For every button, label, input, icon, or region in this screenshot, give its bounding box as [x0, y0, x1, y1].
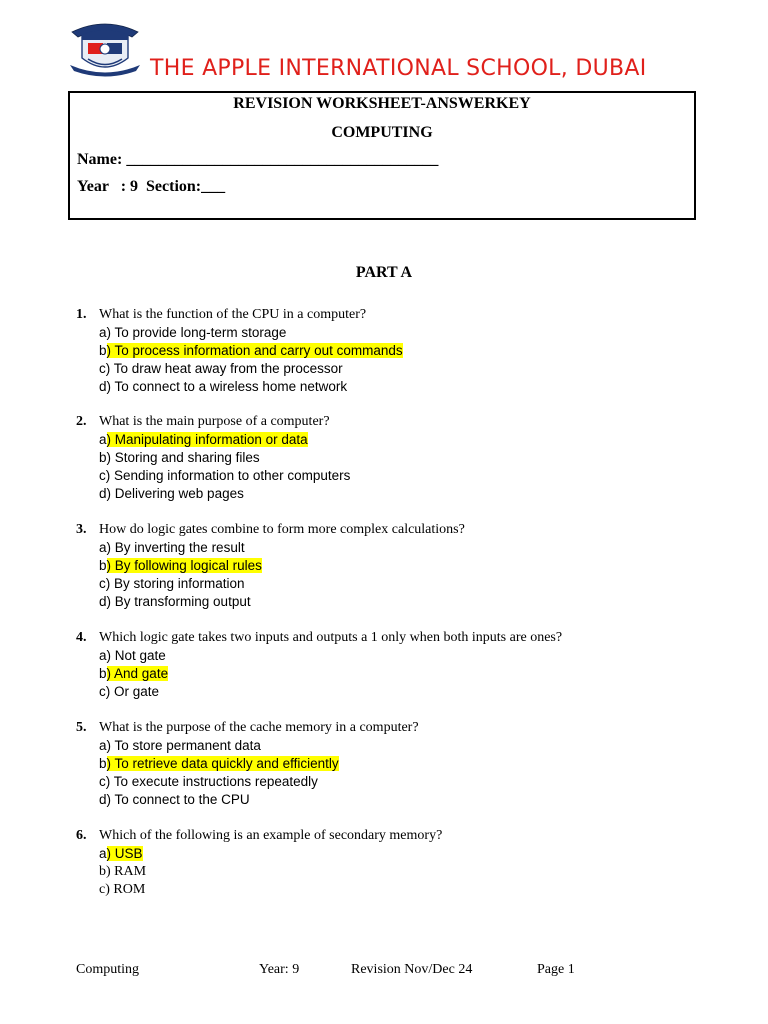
- option-letter: c: [99, 361, 106, 376]
- highlighted-answer: ) And gate: [106, 666, 169, 681]
- highlighted-answer: ) By following logical rules: [106, 558, 262, 573]
- footer-year: Year: 9: [259, 962, 300, 977]
- option-text-wrap: ) Delivering web pages: [106, 486, 244, 501]
- option-text: By storing information: [114, 576, 245, 591]
- option-letter: d: [99, 792, 107, 807]
- question-stem: [76, 413, 350, 431]
- answer-option: [76, 647, 562, 665]
- option-letter: b: [99, 450, 107, 465]
- question-item: [76, 629, 562, 701]
- option-text: To retrieve data quickly and efficiently: [114, 756, 339, 771]
- question-text: Which of the following is an example of secondary memory?: [99, 828, 443, 843]
- highlighted-answer: ) To retrieve data quickly and efficiently: [106, 756, 339, 771]
- answer-option: [76, 324, 403, 342]
- option-text-wrap: ) To execute instructions repeatedly: [105, 774, 318, 789]
- question-text: What is the main purpose of a computer?: [99, 414, 330, 429]
- option-text: To store permanent data: [114, 738, 261, 753]
- option-text: Not gate: [114, 648, 166, 663]
- option-text-wrap: ) By inverting the result: [106, 540, 245, 555]
- option-text: By following logical rules: [114, 558, 262, 573]
- option-letter: a: [99, 432, 107, 447]
- option-letter: a: [99, 648, 107, 663]
- option-letter: c: [99, 576, 106, 591]
- name-line: Name: _______________________________________: [77, 151, 439, 168]
- question-text: What is the function of the CPU in a computer?: [99, 307, 367, 322]
- answer-option-correct: [76, 342, 403, 360]
- option-text: To provide long-term storage: [114, 325, 287, 340]
- year-section-line: Year : 9 Section:___: [77, 178, 226, 195]
- option-text: USB: [114, 846, 143, 861]
- question-item: [76, 306, 403, 396]
- answer-option: [76, 791, 419, 809]
- option-text: And gate: [114, 666, 169, 681]
- option-text: To connect to a wireless home network: [114, 379, 348, 394]
- question-number: 5.: [76, 720, 87, 735]
- answer-option: [76, 378, 403, 396]
- answer-option: [76, 449, 350, 467]
- option-letter: b: [99, 756, 107, 771]
- subject-title: COMPUTING: [331, 124, 433, 141]
- answer-option: [76, 737, 419, 755]
- option-text: To process information and carry out commands: [114, 343, 403, 358]
- option-text-wrap: ) By transforming output: [106, 594, 251, 609]
- option-letter: d: [99, 594, 107, 609]
- question-text: What is the purpose of the cache memory in a computer?: [99, 720, 419, 735]
- question-stem: [76, 629, 562, 647]
- answer-option: [76, 467, 350, 485]
- option-text-wrap: ) To provide long-term storage: [106, 325, 287, 340]
- school-logo: [66, 18, 144, 78]
- option-letter: b: [99, 864, 106, 879]
- worksheet-title: REVISION WORKSHEET-ANSWERKEY: [233, 95, 531, 112]
- option-text: Sending information to other computers: [114, 468, 351, 483]
- option-letter: b: [99, 666, 107, 681]
- highlighted-answer: ) USB: [106, 846, 143, 861]
- school-name: THE APPLE INTERNATIONAL SCHOOL, DUBAI: [150, 56, 647, 81]
- answer-option: [76, 593, 465, 611]
- question-stem: [76, 719, 419, 737]
- option-text-wrap: ) To connect to the CPU: [106, 792, 250, 807]
- option-letter: a: [99, 738, 107, 753]
- answer-option-correct: [76, 845, 442, 863]
- option-letter: a: [99, 846, 107, 861]
- question-item: [76, 719, 419, 809]
- answer-option: [76, 683, 562, 701]
- answer-option: [76, 773, 419, 791]
- question-text: How do logic gates combine to form more complex calculations?: [99, 522, 465, 537]
- footer-page: Page 1: [537, 962, 575, 977]
- highlighted-answer: ) To process information and carry out commands: [106, 343, 403, 358]
- question-number: 6.: [76, 828, 87, 843]
- option-letter: c: [99, 774, 106, 789]
- option-letter: c: [99, 468, 106, 483]
- question-number: 3.: [76, 522, 87, 537]
- option-text: Or gate: [114, 684, 160, 699]
- option-text: By transforming output: [114, 594, 251, 609]
- option-letter: d: [99, 486, 107, 501]
- question-item: [76, 521, 465, 611]
- highlighted-answer: ) Manipulating information or data: [106, 432, 308, 447]
- answer-option: [76, 575, 465, 593]
- question-stem: [76, 521, 465, 539]
- answer-option: [76, 863, 442, 881]
- footer-revision: Revision Nov/Dec 24: [351, 962, 473, 977]
- answer-option: [76, 881, 442, 899]
- answer-option: [76, 539, 465, 557]
- answer-option-correct: [76, 665, 562, 683]
- answer-option-correct: [76, 431, 350, 449]
- option-text: ROM: [113, 882, 146, 897]
- option-text-wrap: ) RAM: [106, 864, 147, 879]
- option-text: To draw heat away from the processor: [113, 361, 343, 376]
- question-item: [76, 827, 442, 899]
- answer-option: [76, 485, 350, 503]
- question-number: 2.: [76, 414, 87, 429]
- option-letter: b: [99, 558, 107, 573]
- question-text: Which logic gate takes two inputs and outputs a 1 only when both inputs are ones?: [99, 630, 563, 645]
- question-stem: [76, 306, 403, 324]
- answer-option-correct: [76, 557, 465, 575]
- option-letter: c: [99, 684, 106, 699]
- answer-option: [76, 360, 403, 378]
- option-letter: a: [99, 325, 107, 340]
- option-text-wrap: ) Or gate: [105, 684, 160, 699]
- option-letter: b: [99, 343, 107, 358]
- option-text-wrap: ) To draw heat away from the processor: [105, 361, 343, 376]
- option-letter: a: [99, 540, 107, 555]
- option-text: To connect to the CPU: [114, 792, 250, 807]
- option-text: Storing and sharing files: [114, 450, 260, 465]
- question-item: [76, 413, 350, 503]
- option-text: RAM: [114, 864, 147, 879]
- option-text-wrap: ) Storing and sharing files: [106, 450, 260, 465]
- answer-option-correct: [76, 755, 419, 773]
- option-text-wrap: ) To store permanent data: [106, 738, 261, 753]
- option-text: By inverting the result: [114, 540, 245, 555]
- option-letter: d: [99, 379, 107, 394]
- option-text-wrap: ) ROM: [105, 882, 146, 897]
- option-text: To execute instructions repeatedly: [113, 774, 318, 789]
- question-stem: [76, 827, 442, 845]
- option-text: Delivering web pages: [114, 486, 244, 501]
- footer-subject: Computing: [76, 962, 140, 977]
- option-text: Manipulating information or data: [114, 432, 308, 447]
- option-text-wrap: ) To connect to a wireless home network: [106, 379, 348, 394]
- option-letter: c: [99, 882, 106, 897]
- option-text-wrap: ) Sending information to other computers: [105, 468, 351, 483]
- worksheet-header-box: [68, 91, 696, 220]
- option-text-wrap: ) By storing information: [105, 576, 245, 591]
- question-number: 4.: [76, 630, 87, 645]
- question-number: 1.: [76, 307, 87, 322]
- option-text-wrap: ) Not gate: [106, 648, 166, 663]
- part-title: PART A: [355, 264, 413, 281]
